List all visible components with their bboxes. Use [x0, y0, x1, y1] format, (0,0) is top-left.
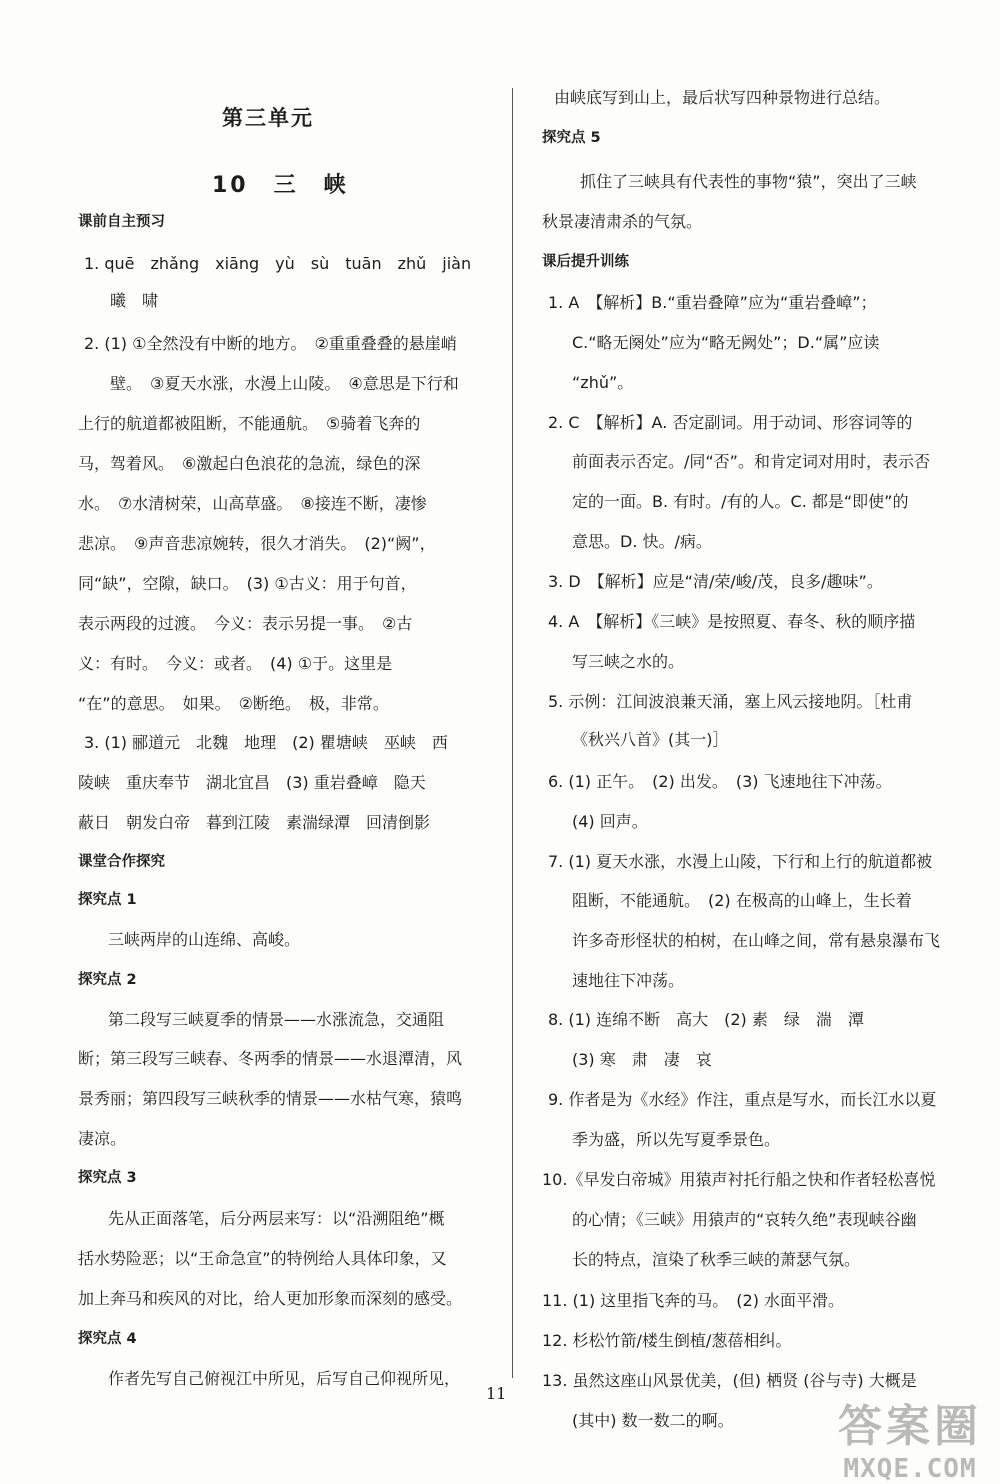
text-line: “zhǔ”。 — [572, 373, 634, 392]
text-line: 景秀丽；第四段写三峡秋季的情景——水枯气寒，猿鸣 — [78, 1089, 463, 1108]
text-line: 3. D 【解析】应是“清/荣/峻/茂，良多/趣味”。 — [548, 572, 883, 591]
text-line: 9. 作者是为《水经》作注，重点是写水，而长江水以夏 — [548, 1090, 937, 1109]
text-line: 表示两段的过渡。 今义：表示另提一事。 ②古 — [78, 614, 413, 633]
text-line: 8. (1) 连绵不断 高大 (2) 素 绿 湍 潭 — [548, 1010, 864, 1029]
text-line: 三峡两岸的山连绵、高峻。 — [108, 930, 301, 949]
text-line: 《秋兴八首》(其一)］ — [572, 730, 729, 749]
text-line: 定的一面。B. 有时。/有的人。C. 都是“即使”的 — [572, 492, 909, 511]
text-line: 季为盛，所以先写夏季景色。 — [572, 1130, 781, 1149]
page-number: 11 — [486, 1384, 507, 1403]
section-heading: 探究点 3 — [78, 1170, 137, 1186]
text-line: 上行的航道都被阻断，不能通航。 ⑤骑着飞奔的 — [78, 414, 421, 433]
section-heading: 课堂合作探究 — [78, 854, 165, 870]
text-line: 11. (1) 这里指飞奔的马。 (2) 水面平滑。 — [542, 1291, 845, 1310]
text-line: 作者先写自己俯视江中所见，后写自己仰视所见， — [108, 1369, 461, 1388]
text-line: 水。 ⑦水清树荣，山高草盛。 ⑧接连不断，凄惨 — [78, 494, 427, 513]
column-divider — [512, 88, 513, 1378]
text-line: (其中) 数一数二的啊。 — [572, 1411, 734, 1430]
watermark — [838, 1390, 982, 1484]
text-line: 第二段写三峡夏季的情景——水涨流急，交通阻 — [108, 1010, 445, 1029]
unit-title: 第三单元 — [222, 106, 314, 130]
text-line: 凄凉。 — [78, 1129, 127, 1148]
text-line: 陵峡 重庆奉节 湖北宜昌 (3) 重岩叠嶂 隐天 — [78, 773, 426, 792]
text-line: 括水势险恶；以“王命急宣”的特例给人具体印象，又 — [78, 1249, 447, 1268]
text-line: 12. 杉松竹箭/楼生倒植/葱蓓相纠。 — [542, 1331, 792, 1350]
text-line: 意思。D. 快。/病。 — [572, 532, 712, 551]
text-line: 3. (1) 郦道元 北魏 地理 (2) 瞿塘峡 巫峡 西 — [84, 733, 448, 752]
text-line: 前面表示否定。/同“否”。和肯定词对用时，表示否 — [572, 452, 930, 471]
text-line: 由峡底写到山上，最后状写四种景物进行总结。 — [554, 88, 891, 107]
text-line: 许多奇形怪状的柏树，在山峰之间，常有悬泉瀑布飞 — [572, 931, 941, 950]
text-line: 先从正面落笔，后分两层来写：以“沿溯阻绝”概 — [108, 1209, 445, 1228]
text-line: 速地往下冲荡。 — [572, 971, 685, 990]
text-line: 长的特点，渲染了秋季三峡的萧瑟气氛。 — [572, 1250, 861, 1269]
text-line: 义：有时。 今义：或者。 (4) ①于。这里是 — [78, 654, 393, 673]
text-line: 6. (1) 正午。 (2) 出发。 (3) 飞速地往下冲荡。 — [548, 772, 892, 791]
section-heading: 探究点 5 — [542, 130, 601, 146]
section-heading: 探究点 1 — [78, 892, 137, 908]
text-line: 马，驾着风。 ⑥激起白色浪花的急流，绿色的深 — [78, 454, 421, 473]
text-line: “在”的意思。 如果。 ②断绝。 极，非常。 — [78, 694, 389, 713]
text-line: 断；第三段写三峡春、冬两季的情景——水退潭清，风 — [78, 1049, 463, 1068]
text-line: 7. (1) 夏天水涨，水漫上山陵，下行和上行的航道都被 — [548, 852, 933, 871]
text-line: 2. C 【解析】A. 否定副词。用于动词、形容词等的 — [548, 413, 913, 432]
text-line: 1. A 【解析】B.“重岩叠障”应为“重岩叠嶂”； — [548, 293, 877, 312]
text-line: 的心情；《三峡》用猿声的“哀转久绝”表现峡谷幽 — [572, 1210, 917, 1229]
text-line: 秋景凄清肃杀的气氛。 — [542, 212, 703, 231]
section-heading: 探究点 2 — [78, 972, 137, 988]
text-line: (4) 回声。 — [572, 812, 648, 831]
text-line: 10.《早发白帝城》用猿声衬托行船之快和作者轻松喜悦 — [542, 1170, 936, 1189]
text-line: 蔽日 朝发白帝 暮到江陵 素湍绿潭 回清倒影 — [78, 813, 431, 832]
text-line: 加上奔马和疾风的对比，给人更加形象而深刻的感受。 — [78, 1289, 463, 1308]
lesson-title: 10 三 峡 — [212, 173, 349, 198]
watermark-bottom-text: MXQE.COM — [843, 1454, 977, 1484]
section-heading: 探究点 4 — [78, 1331, 137, 1347]
text-line: 同“缺”，空隙，缺口。 (3) ①古义：用于句首， — [78, 574, 417, 593]
text-line: 悲凉。 ⑨声音悲凉婉转，很久才消失。 (2)“阙”， — [78, 534, 436, 553]
text-line: 2. (1) ①全然没有中断的地方。 ②重重叠叠的悬崖峭 — [84, 334, 457, 353]
text-line: 阻断，不能通航。 (2) 在极高的山峰上，生长着 — [572, 891, 912, 910]
watermark-top-text: 答案圈 — [838, 1401, 982, 1452]
text-line: 壁。 ③夏天水涨，水漫上山陵。 ④意思是下行和 — [110, 374, 459, 393]
text-line: 曦 啸 — [110, 291, 159, 310]
text-line: 5. 示例：江间波浪兼天涌，塞上风云接地阴。［杜甫 — [548, 692, 913, 711]
text-line: 4. A 【解析】《三峡》是按照夏、春冬、秋的顺序描 — [548, 612, 916, 631]
text-line: 写三峡之水的。 — [572, 652, 685, 671]
section-heading: 课前自主预习 — [78, 214, 165, 230]
text-line: 13. 虽然这座山风景优美，(但) 栖贤 (谷与寺) 大概是 — [542, 1371, 917, 1390]
text-line: 1. quē zhǎng xiāng yù sù tuān zhǔ jiàn — [84, 254, 472, 273]
text-line: (3) 寒 肃 凄 哀 — [572, 1050, 712, 1069]
section-heading: 课后提升训练 — [542, 254, 629, 270]
text-line: 抓住了三峡具有代表性的事物“猿”，突出了三峡 — [580, 172, 917, 191]
text-line: C.“略无阕处”应为“略无阙处”；D.“属”应读 — [572, 333, 880, 352]
